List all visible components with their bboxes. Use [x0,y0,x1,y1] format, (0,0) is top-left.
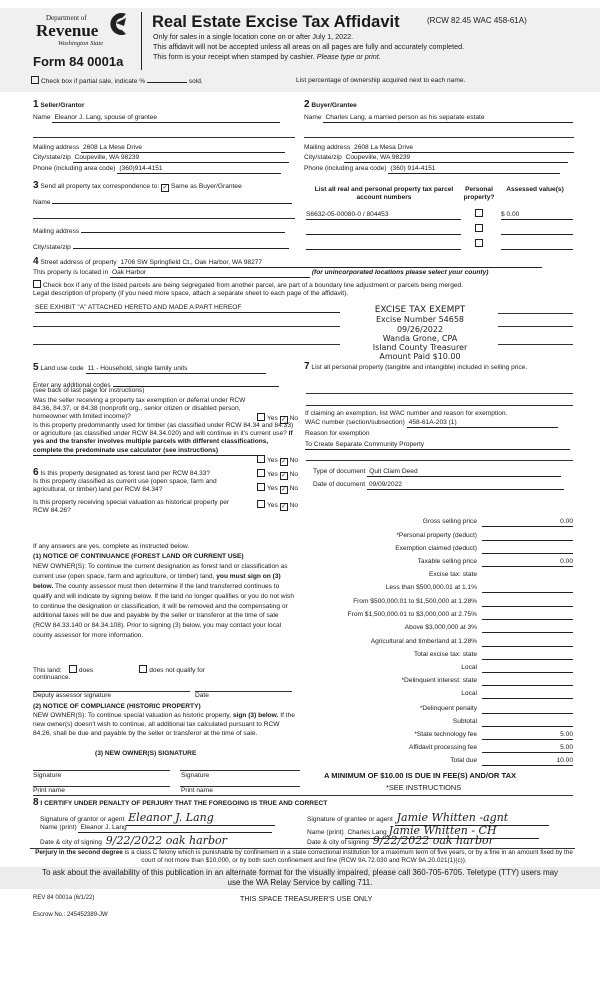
certify-heading [33,797,327,810]
deputy-label: Deputy assessor signature [33,692,112,699]
stamp-line: Amount Paid $10.00 [379,352,461,362]
corr-mail[interactable] [81,225,285,233]
parcel-number[interactable] [306,226,461,235]
header-divider [141,12,142,70]
partial-sale-checkbox[interactable] [31,76,39,84]
continuance-label: continuance. [33,674,71,681]
yes-label: Yes [267,471,278,478]
no-checkbox[interactable]: ✓ [281,417,287,423]
seller-name[interactable]: Eleanor J. Lang, spouse of grantee [52,114,280,123]
blank-line [306,393,573,394]
divider [33,795,573,796]
forest-yes-no [257,469,298,480]
seller-phone-field[interactable] [33,165,281,174]
notice2-c: If the new owner(s) doesn't wish to continue, all additional tax calculated pursuant to RCW 84.26, shall be due and payable by the seller or transferor at the time of sale. [33,712,295,737]
land-use-field[interactable] [33,362,266,375]
grantor-name[interactable]: Eleanor J. Lang [78,824,272,833]
parcel-header-numbers: List all real and personal property tax parcel account numbers [314,186,454,202]
see-instructions: *SEE INSTRUCTIONS [386,783,462,792]
same-as-buyer-label: Same as Buyer/Grantee [171,183,242,190]
label: Date & city of signing [307,839,369,846]
section-number: 5 [33,362,39,373]
seller-city[interactable]: Coupeville, WA 98239 [73,154,289,163]
stamp-line: EXCISE TAX EXEMPT [374,305,466,315]
personal-property-checkbox[interactable] [475,209,483,217]
doc-type-field[interactable] [313,468,561,477]
tax-row-label: From $500,000.01 to $1,500,000 at 1.28% [353,598,477,605]
grantor-signature[interactable]: Eleanor J. Lang [126,811,275,826]
treasurer-use-label: THIS SPACE TREASURER'S USE ONLY [240,894,373,903]
additional-note: (see back of last page for instructions) [33,387,145,394]
does-checkbox[interactable] [69,665,77,673]
parcel-number[interactable]: S6632-05-00080-0 / 804453 [306,211,461,220]
tax-row-value[interactable] [482,624,573,633]
signature-label: Signature [33,772,62,779]
yes-checkbox[interactable] [257,500,265,508]
revision-label: REV 84 0001a (6/1/22) [33,895,95,901]
label: Type of document [313,468,366,475]
tax-row-value[interactable] [482,611,573,620]
tax-row-label: Total due [450,757,477,764]
header-note: Only for sales in a single location cone on or after July 1, 2022. [153,32,354,41]
stamp-line: Island County Treasurer [372,342,468,352]
tax-row-value[interactable] [482,705,573,714]
tax-row-label: Taxable selling price [417,558,477,565]
exemption-reason[interactable]: To Create Separate Community Property [305,441,570,450]
corr-city-field[interactable] [33,241,289,252]
corr-name-field[interactable] [33,196,292,207]
label: Phone (including area code) [304,165,387,172]
grantor-date-field[interactable] [40,834,273,849]
stamp-line: 09/26/2022 [396,324,444,334]
blank-line [498,313,573,314]
print-name-label: Print name [33,787,65,794]
does-not-checkbox[interactable] [139,665,147,673]
reason-label: Reason for exemption [305,430,370,437]
tax-row-label: *Delinquent penalty [419,705,477,712]
notice1-a: NEW OWNER(S): To continue the current designation as forest land or classification as current use (open space, farm and agriculture, or timber) land, [33,563,288,580]
question-text: Is this property designated as forest land per RCW 84.33? [40,470,211,477]
corr-name[interactable] [52,196,292,204]
label: City/state/zip [33,244,71,251]
buyer-mail[interactable]: 2608 La Mesa Drive [352,144,574,153]
tax-row-label: From $1,500,000.01 to $3,000,000 at 2.75% [347,611,477,618]
tax-row-value[interactable] [482,545,573,554]
deputy-date-line[interactable] [195,691,292,692]
blank-line [306,460,573,461]
tax-row-value[interactable] [482,584,573,593]
no-checkbox[interactable]: ✓ [281,459,287,465]
segregated-label: Check box if any of the listed parcels are being segregated from another parcel, are part of a boundary line adjustment or parcels being merged. [43,282,464,289]
tax-row-value[interactable]: 5.00 [482,744,573,753]
yes-label: Yes [267,457,278,464]
blank-line [306,405,573,406]
print-name-label: Print name [181,787,213,794]
tax-row-label: *Personal property (deduct) [396,532,477,539]
label: Date of document [313,481,366,488]
statute: (RCW 82.45 WAC 458-61A) [427,16,527,25]
doc-date[interactable]: 09/09/2022 [367,481,564,490]
label: Signature of grantee or agent [307,816,393,823]
tax-row-value[interactable]: 5.00 [482,731,573,740]
escrow-number: Escrow No.: 245452389-JW [33,912,108,918]
tax-row-value[interactable]: 10.00 [482,757,573,766]
seller-name-field[interactable] [33,114,280,123]
land-use-code[interactable]: 11 - Household, single family units [86,365,266,374]
notice2-text [33,712,295,739]
correspondence-label: Send all property tax correspondence to: [40,183,160,190]
section-number: 6 [33,467,39,478]
tax-row-value[interactable] [482,651,573,660]
assessed-value[interactable] [501,241,573,250]
assessed-value[interactable] [501,226,573,235]
corr-mail-field[interactable] [33,225,285,236]
label: Name [304,114,322,121]
yes-checkbox[interactable] [257,413,265,421]
corr-city[interactable] [73,241,289,249]
does-not-label: does not qualify for [149,667,205,674]
section-title: Buyer/Grantee [311,102,357,109]
partial-sale-label: Check box if partial sale, indicate % [41,78,146,85]
tax-row-value[interactable] [482,677,573,686]
yes-checkbox[interactable] [257,469,265,477]
notice2-a: NEW OWNER(S): To continue special valuation as historic property, [33,712,233,719]
label: Mailing address [304,144,351,151]
segregated-row [33,280,463,290]
question-timber-bold: If yes and the transfer involves multiple parcels with different classifications, complete the predominate use calculator (see instructions) [33,430,293,454]
buyer-phone[interactable]: (360) 914-4151 [388,165,560,174]
seller-mail-field[interactable] [33,144,285,153]
label: City/state/zip [304,154,342,161]
tax-row-label: Above $3,000,000 at 3% [404,624,477,631]
label: Mailing address [33,228,80,235]
header-note [153,52,381,61]
label: Phone (including area code) [33,165,116,172]
legal-description[interactable]: SEE EXHIBIT "A" ATTACHED HERETO AND MADE A PART HEREOF [35,304,340,313]
label: Name (print) [40,824,77,831]
stamp-line: Excise Number 54658 [375,315,465,325]
header-note-text: This form is your receipt when stamped by cashier. [153,52,317,61]
section-number: 4 [33,256,39,267]
notice1-text [33,562,298,641]
buyer-heading [304,99,357,112]
parcel-header-personal: Personal property? [463,186,495,202]
label: Land use code [40,365,84,372]
blank-line [304,137,574,138]
tax-row-value[interactable] [482,664,573,673]
label: Mailing address [33,144,80,151]
blank-line [33,326,340,327]
accessibility-note: To ask about the availability of this publication in an alternate format for the visually impaired, please call 360-705-6705. Teletype (TTY) users may use the WA Relay Service by calling 711. [41,868,559,887]
buyer-name-field[interactable] [304,114,573,123]
label: Date & city of signing [40,839,102,846]
page-title: Real Estate Excise Tax Affidavit [152,13,400,31]
label: This land: [33,667,62,674]
personal-property-heading [304,361,572,374]
ownership-note: List percentage of ownership acquired next to each name. [296,77,466,84]
section-number: 8 [33,797,39,808]
grantee-date-field[interactable] [307,834,540,849]
notice1-heading: (1) NOTICE OF CONTINUANCE (FOREST LAND OR CURRENT USE) [33,553,244,560]
tax-row-value[interactable]: 0.00 [482,518,573,527]
label: Name [33,199,51,206]
blank-line [33,137,295,138]
perjury-note [30,849,578,865]
no-label: No [289,471,299,478]
label: List all personal property (tangible and intangible) included in selling price. [311,364,528,371]
yes-label: Yes [267,502,278,509]
question-timber [33,422,298,456]
header-note: This affidavit will not be accepted unless all areas on all pages are fully and accurately completed. [153,42,465,51]
personal-property-checkbox[interactable] [475,239,483,247]
logo-state: Washington State [58,40,104,47]
tax-row-label: Less than $500,000.01 at 1.1% [385,584,477,591]
tax-row-value[interactable] [482,598,573,607]
parcel-header-assessed: Assessed value(s) [506,186,564,193]
dor-logo-icon [104,10,130,38]
if-yes-note: If any answers are yes, complete as instructed below. [33,543,190,550]
wac-intro: If claiming an exemption, list WAC number and reason for exemption. [305,410,508,417]
tax-row-label: *Delinquent interest: state [401,677,477,684]
stamp-line: Wanda Grone, CPA [382,333,458,343]
current-yes-no [257,483,298,494]
tax-row-value[interactable]: 0.00 [482,558,573,567]
treasurer-stamp [340,305,500,361]
date-label: Date [195,692,209,699]
section-number: 7 [304,361,310,372]
buyer-city-field[interactable] [304,154,568,163]
blank-line [33,218,295,219]
no-label: No [289,502,299,509]
label: WAC number (section/subsection) [305,419,405,426]
grantee-name[interactable]: Charles Lang [347,829,387,836]
seller-phone[interactable]: (360)914-4151 [117,165,281,174]
blank-line [498,344,573,345]
yes-checkbox[interactable] [257,483,265,491]
buyer-phone-field[interactable] [304,165,560,174]
certify-text: I CERTIFY UNDER PENALTY OF PERJURY THAT THE FOREGOING IS TRUE AND CORRECT [40,800,328,807]
question-timber-text: Is this property predominantly used for timber (as classified under RCW 84.34 and 84.33) or agriculture (as classified under RCW 84.34.020) and will continue in it's current use? [33,422,294,438]
grantor-date-city[interactable]: 9/22/2022 oak harbor [104,834,273,849]
notice2-b: sign (3) below. [232,712,279,719]
additional-codes[interactable] [113,379,279,387]
seller-city-field[interactable] [33,154,289,163]
logo-department: Department of [46,14,87,22]
tax-row-label: Local [461,664,477,671]
question-historic: Is this property receiving special valuation as historical property per RCW 84.26? [33,499,230,515]
label: City/state/zip [33,154,71,161]
signature-line[interactable] [180,770,300,771]
property-street[interactable]: 1706 SW Springfield Ct., Oak Harbor, WA 98277 [118,259,542,268]
tax-row-label: Affidavit processing fee [408,744,477,751]
section-number: 1 [33,99,39,110]
no-checkbox[interactable]: ✓ [281,473,287,479]
question-exemption: Was the seller receiving a property tax exemption or deferral under RCW 84.36, 84.37, or 84.38 (nonprofit org., senior citizen or disabled person, homeowner with limited income)? [33,397,246,421]
no-checkbox[interactable]: ✓ [281,487,287,493]
no-label: No [289,415,299,422]
yes-label: Yes [267,415,278,422]
does-label: does [78,667,94,674]
assessed-value[interactable]: $ 0.00 [501,211,573,220]
tax-row-label: Excise tax: state [428,571,477,578]
tax-row-label: Gross selling price [422,518,477,525]
no-label: No [289,457,299,464]
tax-row-label: Exemption claimed (deduct) [395,545,477,552]
label: Name (print) [307,829,344,836]
tax-row-label: Total excise tax: state [413,651,477,658]
signature-label: Signature [181,772,210,779]
section-number: 2 [304,99,310,110]
partial-sale-percent[interactable] [147,82,187,83]
street-field[interactable] [33,256,542,269]
wac-field[interactable] [305,419,558,428]
personal-property-checkbox[interactable] [475,224,483,232]
partial-sale-label-b: sold. [188,78,203,85]
tax-row-label: Local [461,690,477,697]
tax-row-value[interactable] [482,690,573,699]
doc-date-field[interactable] [313,481,564,490]
same-as-buyer-checkbox[interactable]: ✓ [162,185,168,191]
located-note: (for unincorporated locations please select your county) [311,269,489,276]
blank-line [33,344,340,345]
grantee-name-handwritten: Jamie Whitten - CH [388,824,497,837]
form-number: Form 84 0001a [33,54,124,69]
label: Enter any additional codes [33,382,111,389]
notice1-b: you must sign on (3) below. [33,572,281,590]
doc-type[interactable]: Quit Claim Deed [367,468,561,477]
tax-row-value[interactable] [482,718,573,727]
section-title: Seller/Grantor [40,102,85,109]
yes-label: Yes [267,485,278,492]
historic-yes-no [257,500,298,511]
legal-label: Legal description of property (if you need more space, attach a separate sheet to each page of the affidavit). [33,290,349,297]
tax-row-value[interactable] [482,638,573,647]
tax-row-label: *State technology fee [414,731,477,738]
property-located[interactable]: Oak Harbor [110,269,310,278]
logo-revenue: Revenue [36,21,99,40]
seller-heading [33,99,84,112]
blank-line [498,326,573,327]
label: This property is located in [33,269,109,276]
no-label: No [289,485,299,492]
minimum-due-note: A MINIMUM OF $10.00 IS DUE IN FEE(S) AND/OR TAX [324,771,517,780]
located-field[interactable] [33,269,488,278]
header-note-italic: Please type or print. [316,52,381,61]
no-checkbox[interactable]: ✓ [281,504,287,510]
parcel-number[interactable] [306,241,461,250]
notice1-c: The county assessor must then determine if the land transferred continues to qualify and will indicate by signing below. If the land no longer qualifies or you do not wish to continue the designation or classification, it will be removed and the compensating or additional taxes will be due and payable by the seller or transferor at the time of sale (RCW 84.33.140 or 84.34.108). Prior to signing (3) below, you may contact your local county assessor for more information. [33,582,294,640]
partial-sale-row [31,76,203,86]
label: Street address of property [40,259,117,266]
grantor-name-field[interactable] [40,824,272,833]
tax-row-value[interactable] [482,532,573,541]
yes-checkbox[interactable] [257,455,265,463]
signature-line[interactable] [33,770,170,771]
tax-row-label: Agricultural and timberland at 1.28% [370,638,477,645]
segregated-checkbox[interactable] [33,280,41,288]
notice2-heading: (2) NOTICE OF COMPLIANCE (HISTORIC PROPERTY) [33,703,201,710]
question-current-use: Is this property classified as current use (open space, farm and agricultural, or timber) land per RCW 84.34? [33,478,217,494]
wac-number[interactable]: 458-61A-203 (1) [407,419,558,428]
perjury-bold: Perjury in the second degree [35,849,123,856]
buyer-mail-field[interactable] [304,144,574,153]
buyer-city[interactable]: Coupeville, WA 98239 [344,154,568,163]
buyer-name[interactable]: Charles Lang, a married person as his separate estate [323,114,573,123]
section-number: 3 [33,180,39,191]
notice3-heading: (3) NEW OWNER(S) SIGNATURE [95,750,197,757]
perjury-text: is a class C felony which is punishable by confinement in a state correctional institution for a maximum term of five years, or by a fine in an amount fixed by the court of not more than $10,000, or by both such confinement and fine (RCW 9A.72.030 and RCW 9A.20.021(1)(c)). [122,849,573,864]
timber-yes-no [257,455,298,466]
correspondence-heading [33,180,242,193]
label: Signature of grantor or agent [40,816,125,823]
tax-row-label: Subtotal [452,718,477,725]
grantee-date-city[interactable]: 9/22/2022 oak harbor [371,834,540,849]
label: Name [33,114,51,121]
grantee-signature[interactable]: Jamie Whitten -agnt [395,811,549,826]
seller-mail[interactable]: 2608 La Mese Drive [81,144,285,153]
